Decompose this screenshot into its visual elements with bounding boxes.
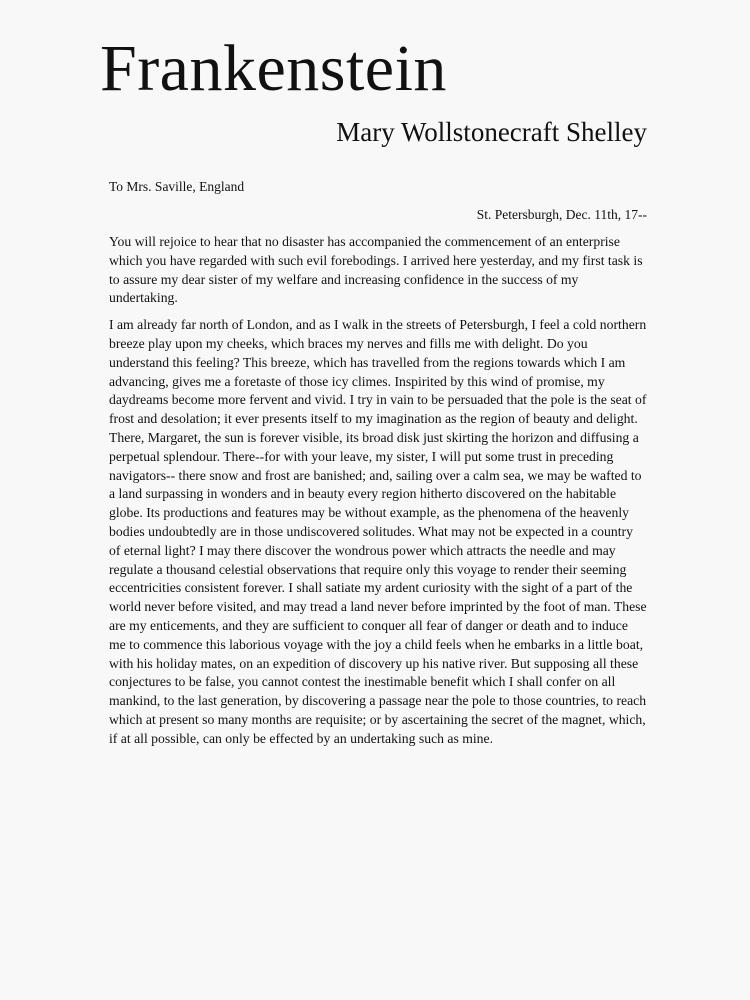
letter-paragraph-2: I am already far north of London, and as I walk in the streets of Petersburgh, I feel a cold northern breeze play upon my cheeks, which braces my nerves and fills me with delight. Do you understand this feeling? This breeze, which has travelled from the regions towards which I am advancing, gives me a foretaste of those icy climes. Inspirited by this wind of promise, my daydreams become more fervent and vivid. I try in vain to be persuaded that the pole is the seat of frost and desolation; it ever presents itself to my imagination as the region of beauty and delight. There, Margaret, the sun is forever visible, its broad disk just skirting the horizon and diffusing a perpetual splendour. There--for with your leave, my sister, I will put some trust in preceding navigators-- there snow and frost are banished; and, sailing over a calm sea, we may be wafted to a land surpassing in wonders and in beauty every region hitherto discovered on the habitable globe. Its productions and features may be without example, as the phenomena of the heavenly bodies undoubtedly are in those undiscovered solitudes. What may not be expected in a country of eternal light? I may there discover the wondrous power which attracts the needle and may regulate a thousand celestial observations that require only this voyage to render their seeming eccentricities consistent forever. I shall satiate my ardent curiosity with the sight of a part of the world never before visited, and may tread a land never before imprinted by the foot of man. These are my enticements, and they are sufficient to conquer all fear of danger or death and to induce me to commence this laborious voyage with the joy a child feels when he embarks in a little boat, with his holiday mates, on an expedition of discovery up his native river. But supposing all these conjectures to be false, you cannot contest the inestimable benefit which I shall confer on all mankind, to the last generation, by discovering a passage near the pole to those countries, to reach which at present so many months are requisite; or by ascertaining the secret of the magnet, which, if at all possible, can only be effected by an undertaking such as mine. (109, 317, 647, 746)
author-name: Mary Wollstonecraft Shelley (336, 117, 647, 147)
letter-dateline: St. Petersburgh, Dec. 11th, 17-- (476, 207, 647, 222)
letter-body (109, 233, 647, 757)
letter-recipient: To Mrs. Saville, England (109, 179, 245, 194)
letter-paragraph-1: You will rejoice to hear that no disaster has accompanied the commencement of an enterprise which you have regarded with such evil forebodings. I arrived here yesterday, and my first task is to assure my dear sister of my welfare and increasing confidence in the success of my undertaking. (109, 234, 643, 306)
book-title: Frankenstein (100, 32, 447, 105)
